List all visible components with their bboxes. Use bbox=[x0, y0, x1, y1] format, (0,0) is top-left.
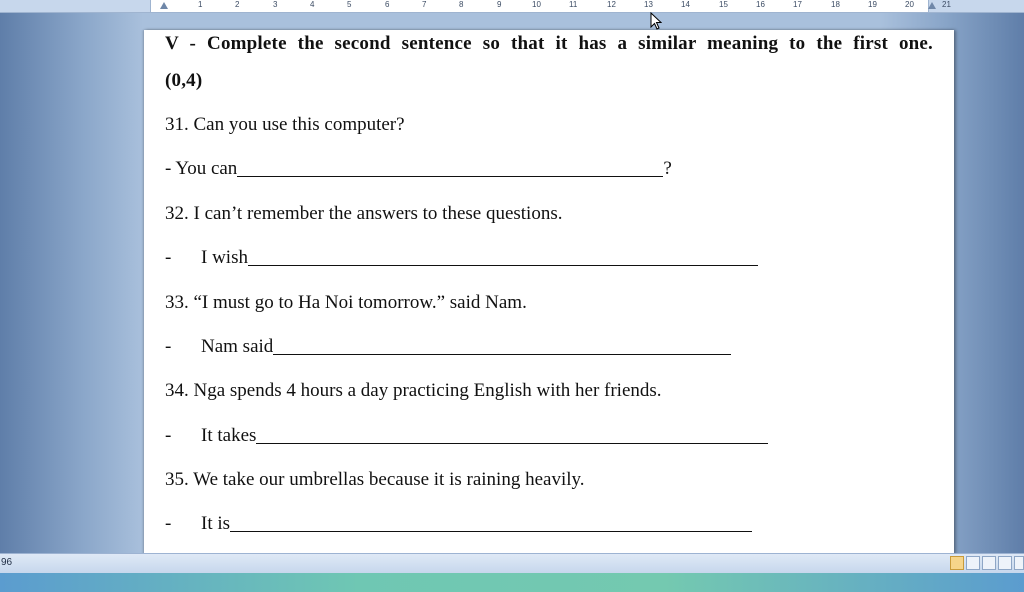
ruler-label: 6 bbox=[385, 0, 390, 9]
ruler-label: 5 bbox=[347, 0, 352, 9]
bullet-dash: - bbox=[165, 425, 172, 446]
answer-start: I wish bbox=[201, 247, 248, 268]
ruler-label: 14 bbox=[681, 0, 690, 9]
answer-start: It takes bbox=[201, 425, 257, 446]
bullet-dash: - bbox=[165, 247, 172, 268]
print-layout-icon[interactable] bbox=[950, 556, 964, 570]
ruler-label: 1 bbox=[198, 0, 203, 9]
answer-line-35[interactable] bbox=[165, 513, 752, 535]
answer-line-33[interactable] bbox=[165, 336, 731, 358]
answer-end: ? bbox=[663, 158, 672, 179]
ruler-label: 2 bbox=[235, 0, 240, 9]
answer-blank[interactable] bbox=[230, 530, 752, 532]
ruler-label: 16 bbox=[756, 0, 765, 9]
ruler-label: 17 bbox=[793, 0, 802, 9]
ruler-label: 7 bbox=[422, 0, 427, 9]
web-layout-icon[interactable] bbox=[982, 556, 996, 570]
answer-blank[interactable] bbox=[248, 264, 758, 266]
full-screen-reading-icon[interactable] bbox=[966, 556, 980, 570]
question-34: 34. Nga spends 4 hours a day practicing English with her friends. bbox=[165, 380, 662, 401]
bullet-dash: - bbox=[165, 336, 172, 357]
answer-blank[interactable] bbox=[237, 175, 663, 177]
outline-icon[interactable] bbox=[998, 556, 1012, 570]
ruler-label: 12 bbox=[607, 0, 616, 9]
ruler-label: 19 bbox=[868, 0, 877, 9]
page-info[interactable]: 96 bbox=[1, 557, 13, 568]
section-score: (0,4) bbox=[165, 70, 203, 91]
ruler-label: 18 bbox=[831, 0, 840, 9]
answer-line-34[interactable] bbox=[165, 425, 768, 447]
question-31: 31. Can you use this computer? bbox=[165, 114, 405, 135]
ruler-label: 3 bbox=[273, 0, 278, 9]
answer-line-31[interactable] bbox=[165, 158, 672, 180]
answer-start: - You can bbox=[165, 158, 238, 179]
document-page[interactable] bbox=[144, 30, 954, 554]
answer-blank[interactable] bbox=[256, 442, 768, 444]
question-33: 33. “I must go to Ha Noi tomorrow.” said Nam. bbox=[165, 292, 527, 313]
draft-icon[interactable] bbox=[1014, 556, 1024, 570]
ruler-label: 11 bbox=[569, 0, 578, 9]
answer-line-32[interactable] bbox=[165, 247, 758, 269]
ruler-label: 20 bbox=[905, 0, 914, 9]
ruler-label: 21 bbox=[942, 0, 951, 9]
answer-blank[interactable] bbox=[273, 353, 731, 355]
taskbar bbox=[0, 573, 1024, 592]
ruler-label: 4 bbox=[310, 0, 315, 9]
question-35: 35. We take our umbrellas because it is raining heavily. bbox=[165, 469, 585, 490]
bullet-dash: - bbox=[165, 513, 172, 534]
horizontal-ruler[interactable] bbox=[0, 0, 1024, 13]
ruler-label: 13 bbox=[644, 0, 653, 9]
section-heading: V - Complete the second sentence so that it has a similar meaning to the first one. bbox=[165, 33, 933, 54]
answer-start: Nam said bbox=[201, 336, 274, 357]
mouse-pointer-icon bbox=[650, 12, 662, 30]
ruler-label: 10 bbox=[532, 0, 541, 9]
status-bar bbox=[0, 553, 1024, 574]
ruler-label: 8 bbox=[459, 0, 464, 9]
ruler-label: 9 bbox=[497, 0, 502, 9]
right-indent-marker[interactable] bbox=[928, 2, 936, 9]
question-32: 32. I can’t remember the answers to these questions. bbox=[165, 203, 563, 224]
ruler-label: 15 bbox=[719, 0, 728, 9]
answer-start: It is bbox=[201, 513, 231, 534]
left-indent-marker[interactable] bbox=[160, 2, 168, 9]
